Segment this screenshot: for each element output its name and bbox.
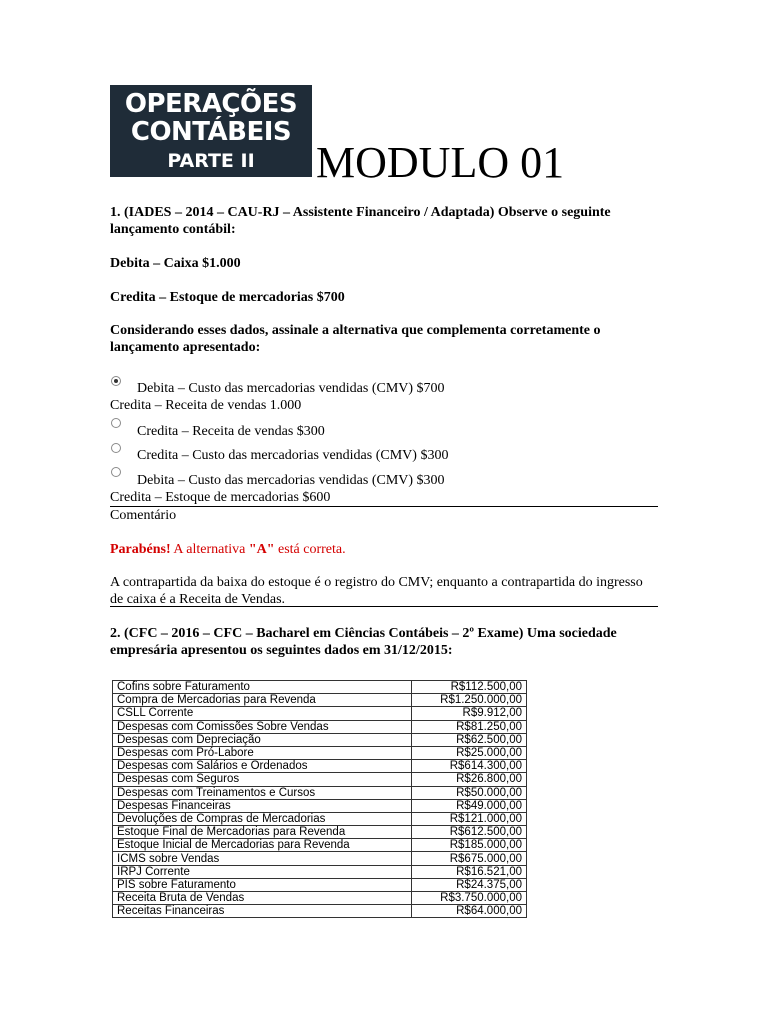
explanation-text: A contrapartida da baixa do estoque é o registro do CMV; enquanto a contrapartida do ingresso de caixa é a Receita de Vendas. [110,575,643,607]
table-row [113,839,527,852]
feedback-letter: "A" [248,542,275,557]
table-row [113,812,527,825]
question-1-text: 1. (IADES – 2014 – CAU-RJ – Assistente Financeiro / Adaptada) Observe o seguinte lançamento contábil: [110,205,611,237]
row-label: CSLL Corrente [113,707,412,720]
row-value: R$16.521,00 [412,865,527,878]
row-value: R$64.000,00 [412,905,527,918]
table-row [113,720,527,733]
row-value: R$50.000,00 [412,786,527,799]
table-row [113,773,527,786]
row-value: R$81.250,00 [412,720,527,733]
row-label: Receitas Financeiras [113,905,412,918]
row-value: R$3.750.000,00 [412,892,527,905]
option-d-label[interactable]: Debita – Custo das mercadorias vendidas (CMV) $300 [137,473,445,488]
table-row [113,865,527,878]
logo-line-1: OPERAÇÕES [124,89,298,119]
course-logo [110,85,312,177]
comment-label: Comentário [110,508,177,523]
question-1-prompt: Considerando esses dados, assinale a alternativa que complementa corretamente o lançamento apresentado: [110,323,601,355]
option-a-continuation: Credita – Receita de vendas 1.000 [110,398,302,413]
table-row [113,760,527,773]
row-label: Estoque Final de Mercadorias para Revenda [113,826,412,839]
option-c-label[interactable]: Credita – Custo das mercadorias vendidas (CMV) $300 [137,448,449,463]
row-label: Despesas com Seguros [113,773,412,786]
row-label: ICMS sobre Vendas [113,852,412,865]
question-2-text: 2. (CFC – 2016 – CFC – Bacharel em Ciências Contábeis – 2º Exame) Uma sociedade empresária apresentou os seguintes dados em 31/12/2015: [110,626,617,658]
row-label: Despesas Financeiras [113,799,412,812]
table-row [113,826,527,839]
financial-data-table [112,680,527,918]
table-row [113,878,527,891]
divider [110,606,658,607]
row-label: PIS sobre Faturamento [113,878,412,891]
table-row [113,799,527,812]
row-label: Despesas com Comissões Sobre Vendas [113,720,412,733]
table-row [113,733,527,746]
row-value: R$675.000,00 [412,852,527,865]
row-label: Despesas com Depreciação [113,733,412,746]
feedback-post: está correta. [274,542,346,557]
question-1-debit: Debita – Caixa $1.000 [110,256,241,271]
row-label: Devoluções de Compras de Mercadorias [113,812,412,825]
row-value: R$24.375,00 [412,878,527,891]
row-label: Despesas com Pró-Labore [113,746,412,759]
option-b-label[interactable]: Credita – Receita de vendas $300 [137,424,325,439]
row-value: R$9.912,00 [412,707,527,720]
row-label: Despesas com Salários e Ordenados [113,760,412,773]
row-value: R$26.800,00 [412,773,527,786]
option-a-label[interactable]: Debita – Custo das mercadorias vendidas (CMV) $700 [137,381,445,396]
row-label: Estoque Inicial de Mercadorias para Revenda [113,839,412,852]
row-label: Cofins sobre Faturamento [113,681,412,694]
row-value: R$1.250.000,00 [412,694,527,707]
table-row [113,786,527,799]
table-row [113,892,527,905]
table-row [113,852,527,865]
row-value: R$185.000,00 [412,839,527,852]
option-b-radio[interactable] [111,418,121,428]
row-value: R$25.000,00 [412,746,527,759]
row-value: R$121.000,00 [412,812,527,825]
row-label: Despesas com Treinamentos e Cursos [113,786,412,799]
table-row [113,694,527,707]
row-value: R$112.500,00 [412,681,527,694]
congrats-text: Parabéns! [110,542,171,557]
table-row [113,707,527,720]
row-label: Receita Bruta de Vendas [113,892,412,905]
row-value: R$62.500,00 [412,733,527,746]
divider [110,506,658,507]
row-value: R$612.500,00 [412,826,527,839]
feedback-pre: A alternativa [170,542,249,557]
option-c-radio[interactable] [111,443,121,453]
feedback-message [110,541,658,558]
table-row [113,905,527,918]
row-value: R$614.300,00 [412,760,527,773]
logo-line-2: CONTÁBEIS [130,117,292,147]
option-d-radio[interactable] [111,467,121,477]
page-title: MODULO 01 [316,138,565,187]
question-1-credit: Credita – Estoque de mercadorias $700 [110,290,345,305]
row-value: R$49.000,00 [412,799,527,812]
option-a-radio[interactable] [111,376,121,386]
logo-line-3: PARTE II [167,150,255,172]
option-d-continuation: Credita – Estoque de mercadorias $600 [110,490,331,505]
row-label: Compra de Mercadorias para Revenda [113,694,412,707]
table-row [113,746,527,759]
row-label: IRPJ Corrente [113,865,412,878]
table-row [113,681,527,694]
